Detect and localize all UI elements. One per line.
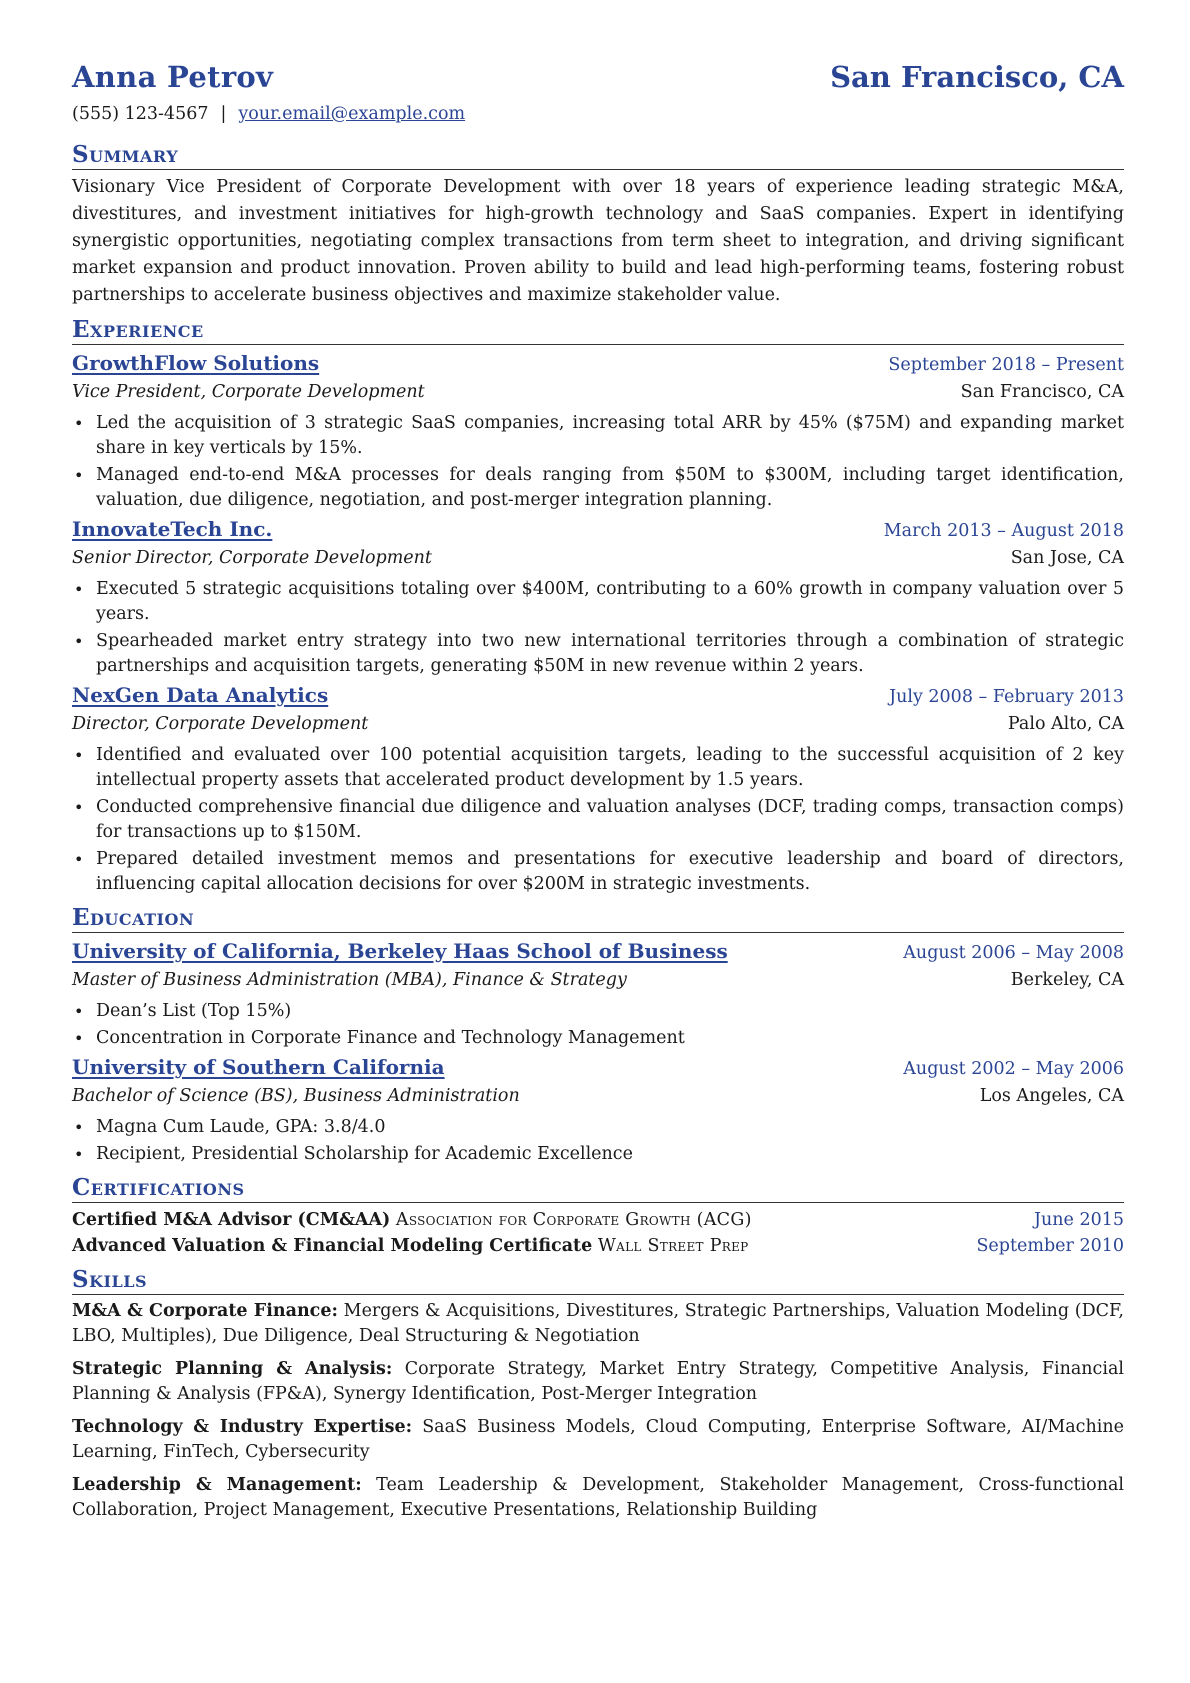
phone-number: (555) 123-4567	[72, 104, 209, 124]
company-name[interactable]: NexGen Data Analytics	[72, 683, 329, 707]
skill-label: M&A & Corporate Finance:	[72, 1301, 338, 1321]
section-title-summary: Summary	[72, 142, 1124, 170]
list-item: • Prepared detailed investment memos and presentations for executive leadership and board of directors, influencing capital allocation decisions for over $200M in strategic investments.	[96, 847, 1124, 897]
school-name[interactable]: University of California, Berkeley Haas School of Business	[72, 939, 728, 963]
job-location: San Francisco, CA	[960, 382, 1124, 402]
education-entry	[72, 1053, 1124, 1167]
candidate-location: San Francisco, CA	[830, 60, 1124, 94]
certification-name: Advanced Valuation & Financial Modeling Certificate	[72, 1236, 593, 1256]
list-item: • Spearheaded market entry strategy into two new international territories through a combination of strategic partnerships and acquisition targets, generating $50M in new revenue within 2 years.	[96, 629, 1124, 679]
email-link[interactable]: your.email@example.com	[238, 104, 466, 124]
job-title: Vice President, Corporate Development	[72, 382, 425, 402]
list-item: • Dean’s List (Top 15%)	[96, 999, 1124, 1024]
education-dates: August 2002 – May 2006	[903, 1059, 1124, 1079]
contact-line	[72, 102, 1124, 126]
section-title-skills: Skills	[72, 1267, 1124, 1295]
job-location: Palo Alto, CA	[1007, 714, 1124, 734]
job-location: San Jose, CA	[1010, 548, 1124, 568]
education-dates: August 2006 – May 2008	[903, 943, 1124, 963]
list-item: • Concentration in Corporate Finance and Technology Management	[96, 1026, 1124, 1051]
certification-date: June 2015	[1033, 1210, 1124, 1230]
company-name[interactable]: GrowthFlow Solutions	[72, 351, 320, 375]
skill-text: Corporate Strategy, Market Entry Strategy, Competitive Analysis, Financial Planning & Analysis (FP&A), Synergy Identification, Post-Merger Integration	[72, 1359, 1124, 1404]
candidate-name: Anna Petrov	[72, 60, 274, 94]
contact-separator: |	[220, 104, 227, 124]
skills-list	[72, 1299, 1124, 1523]
experience-entry	[72, 349, 1124, 513]
resume-page	[72, 60, 1124, 1523]
skill-text: Team Leadership & Development, Stakeholder Management, Cross-functional Collaboration, Project Management, Executive Presentations, Relationship Building	[72, 1475, 1124, 1520]
skill-text: Mergers & Acquisitions, Divestitures, Strategic Partnerships, Valuation Modeling (DCF, LBO, Multiples), Due Diligence, Deal Structuring & Negotiation	[72, 1301, 1124, 1346]
school-name[interactable]: University of Southern California	[72, 1055, 445, 1079]
education-bullets	[72, 999, 1124, 1051]
list-item: • Conducted comprehensive financial due diligence and valuation analyses (DCF, trading comps, transaction comps) for transactions up to $150M.	[96, 795, 1124, 845]
education-bullets	[72, 1115, 1124, 1167]
skill-label: Technology & Industry Expertise:	[72, 1417, 413, 1437]
certification-name: Certified M&A Advisor (CM&AA)	[72, 1210, 391, 1230]
resume-header	[72, 60, 1124, 94]
job-title: Senior Director, Corporate Development	[72, 548, 432, 568]
list-item: • Executed 5 strategic acquisitions totaling over $400M, contributing to a 60% growth in company valuation over 5 years.	[96, 577, 1124, 627]
section-title-education: Education	[72, 905, 1124, 933]
job-bullets	[72, 577, 1124, 679]
school-location: Los Angeles, CA	[979, 1086, 1124, 1106]
skill-group	[72, 1473, 1124, 1523]
job-dates: September 2018 – Present	[888, 355, 1124, 375]
skill-group	[72, 1415, 1124, 1465]
list-item: • Magna Cum Laude, GPA: 3.8/4.0	[96, 1115, 1124, 1140]
experience-entry	[72, 681, 1124, 897]
certification-date: September 2010	[976, 1236, 1124, 1256]
company-name[interactable]: InnovateTech Inc.	[72, 517, 273, 541]
skill-text: SaaS Business Models, Cloud Computing, Enterprise Software, AI/Machine Learning, FinTech, Cybersecurity	[72, 1417, 1124, 1462]
list-item: • Recipient, Presidential Scholarship for Academic Excellence	[96, 1142, 1124, 1167]
summary-text: Visionary Vice President of Corporate Development with over 18 years of experience leading strategic M&A, divestitures, and investment initiatives for high-growth technology and SaaS companies. Expert in identifying synergistic opportunities, negotiating complex transactions from term sheet to integration, and driving significant market expansion and product innovation. Proven ability to build and lead high-performing teams, fostering robust partnerships to accelerate business objectives and maximize stakeholder value.	[72, 177, 1124, 305]
skill-group	[72, 1299, 1124, 1349]
certifications-list	[72, 1207, 1124, 1259]
list-item: • Identified and evaluated over 100 potential acquisition targets, leading to the successful acquisition of 2 key intellectual property assets that accelerated product development by 1.5 years.	[96, 743, 1124, 793]
job-title: Director, Corporate Development	[72, 714, 369, 734]
job-bullets	[72, 411, 1124, 513]
certification-row	[72, 1233, 1124, 1259]
school-location: Berkeley, CA	[1010, 970, 1124, 990]
job-dates: July 2008 – February 2013	[889, 687, 1124, 707]
experience-entry	[72, 515, 1124, 679]
job-bullets	[72, 743, 1124, 897]
list-item: • Led the acquisition of 3 strategic SaaS companies, increasing total ARR by 45% ($75M) and expanding market share in key verticals by 15%.	[96, 411, 1124, 461]
skill-group	[72, 1357, 1124, 1407]
skill-label: Leadership & Management:	[72, 1475, 362, 1495]
certification-row	[72, 1207, 1124, 1233]
degree: Master of Business Administration (MBA), Finance & Strategy	[72, 970, 627, 990]
certification-issuer: Wall Street Prep	[597, 1236, 749, 1256]
section-title-experience: Experience	[72, 317, 1124, 345]
certification-issuer: Association for Corporate Growth (ACG)	[395, 1210, 752, 1230]
section-title-certifications: Certifications	[72, 1175, 1124, 1203]
degree: Bachelor of Science (BS), Business Administration	[72, 1086, 520, 1106]
education-entry	[72, 937, 1124, 1051]
job-dates: March 2013 – August 2018	[883, 521, 1124, 541]
skill-label: Strategic Planning & Analysis:	[72, 1359, 393, 1379]
list-item: • Managed end-to-end M&A processes for deals ranging from $50M to $300M, including target identification, valuation, due diligence, negotiation, and post-merger integration planning.	[96, 463, 1124, 513]
